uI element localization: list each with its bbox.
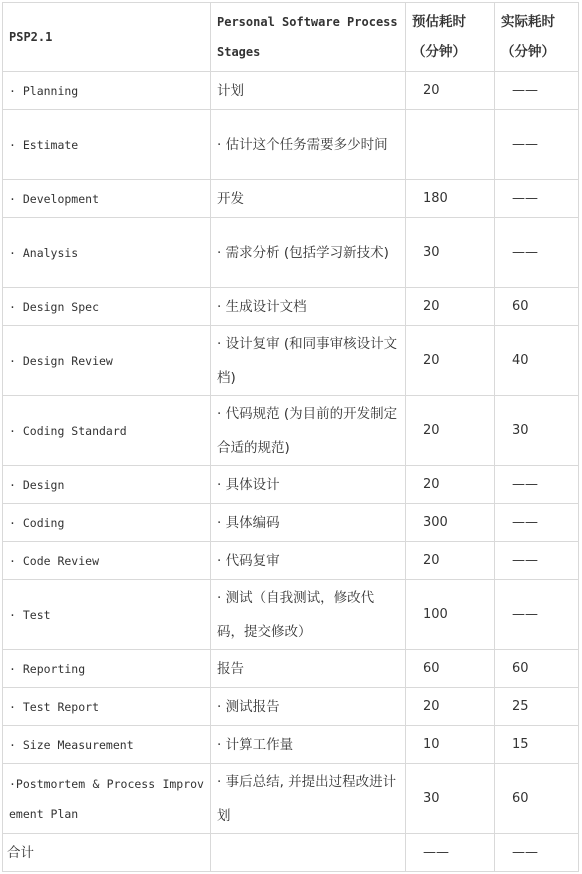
row-stage-en: · Coding Standard — [3, 396, 211, 466]
row-actual: —— — [495, 110, 579, 180]
table-row — [3, 650, 579, 688]
row-estimated: 20 — [406, 288, 495, 326]
table-header-row — [3, 3, 579, 72]
row-stage-en: · Reporting — [3, 650, 211, 688]
row-actual: —— — [495, 504, 579, 542]
row-actual: 15 — [495, 726, 579, 764]
row-stage-cn: · 生成设计文档 — [211, 288, 406, 326]
row-actual: —— — [495, 580, 579, 650]
row-estimated: 20 — [406, 688, 495, 726]
row-stage-cn: · 设计复审 (和同事审核设计文档) — [211, 326, 406, 396]
table-row — [3, 218, 579, 288]
row-stage-en: · Design Review — [3, 326, 211, 396]
row-stage-en: · Estimate — [3, 110, 211, 180]
row-stage-en: · Test Report — [3, 688, 211, 726]
row-estimated: 30 — [406, 764, 495, 834]
row-estimated: 30 — [406, 218, 495, 288]
row-stage-en: ·Postmortem & Process Improvement Plan — [3, 764, 211, 834]
table-row — [3, 688, 579, 726]
row-stage-en: · Coding — [3, 504, 211, 542]
row-stage-cn: · 测试（自我测试，修改代码，提交修改） — [211, 580, 406, 650]
row-stage-cn: · 计算工作量 — [211, 726, 406, 764]
header-estimated: 预估耗时（分钟） — [406, 3, 495, 72]
row-stage-cn: · 需求分析 (包括学习新技术) — [211, 218, 406, 288]
row-actual: 60 — [495, 650, 579, 688]
row-actual: —— — [495, 180, 579, 218]
row-actual: —— — [495, 218, 579, 288]
row-actual: —— — [495, 834, 579, 872]
row-estimated: 300 — [406, 504, 495, 542]
row-stage-en: · Design — [3, 466, 211, 504]
row-actual: 60 — [495, 764, 579, 834]
table-row — [3, 542, 579, 580]
row-stage-en: · Code Review — [3, 542, 211, 580]
table-row — [3, 466, 579, 504]
row-stage-en: · Planning — [3, 72, 211, 110]
row-stage-en: · Analysis — [3, 218, 211, 288]
table-row — [3, 180, 579, 218]
row-stage-en: · Size Measurement — [3, 726, 211, 764]
row-actual: —— — [495, 466, 579, 504]
row-estimated: 60 — [406, 650, 495, 688]
row-estimated: 20 — [406, 542, 495, 580]
total-label: 合计 — [3, 834, 211, 872]
row-stage-cn: · 代码复审 — [211, 542, 406, 580]
row-estimated: 10 — [406, 726, 495, 764]
row-estimated: 180 — [406, 180, 495, 218]
row-stage-cn: · 事后总结, 并提出过程改进计划 — [211, 764, 406, 834]
header-actual: 实际耗时（分钟） — [495, 3, 579, 72]
row-actual: 25 — [495, 688, 579, 726]
row-actual: —— — [495, 542, 579, 580]
table-row — [3, 504, 579, 542]
row-stage-en: · Design Spec — [3, 288, 211, 326]
row-estimated: 20 — [406, 326, 495, 396]
row-stage-cn: 计划 — [211, 72, 406, 110]
row-estimated: 20 — [406, 72, 495, 110]
row-stage-en: · Development — [3, 180, 211, 218]
row-estimated — [406, 110, 495, 180]
row-actual: —— — [495, 72, 579, 110]
row-stage-cn: · 代码规范 (为目前的开发制定合适的规范) — [211, 396, 406, 466]
row-actual: 40 — [495, 326, 579, 396]
table-row — [3, 764, 579, 834]
row-actual: 60 — [495, 288, 579, 326]
row-estimated: —— — [406, 834, 495, 872]
table-row — [3, 580, 579, 650]
header-stages-en: Personal Software Process Stages — [211, 3, 406, 72]
psp-time-table — [2, 2, 579, 872]
row-stage-cn: 报告 — [211, 650, 406, 688]
row-stage-en: · Test — [3, 580, 211, 650]
row-stage-cn: 开发 — [211, 180, 406, 218]
table-row — [3, 110, 579, 180]
table-row-total — [3, 834, 579, 872]
table-row — [3, 726, 579, 764]
row-stage-cn: · 具体设计 — [211, 466, 406, 504]
table-row — [3, 288, 579, 326]
row-stage-cn: · 具体编码 — [211, 504, 406, 542]
table-row — [3, 326, 579, 396]
row-estimated: 20 — [406, 466, 495, 504]
row-estimated: 100 — [406, 580, 495, 650]
row-estimated: 20 — [406, 396, 495, 466]
row-stage-cn: · 估计这个任务需要多少时间 — [211, 110, 406, 180]
table-row — [3, 396, 579, 466]
row-stage-cn — [211, 834, 406, 872]
header-psp: PSP2.1 — [3, 3, 211, 72]
table-row — [3, 72, 579, 110]
row-actual: 30 — [495, 396, 579, 466]
row-stage-cn: · 测试报告 — [211, 688, 406, 726]
